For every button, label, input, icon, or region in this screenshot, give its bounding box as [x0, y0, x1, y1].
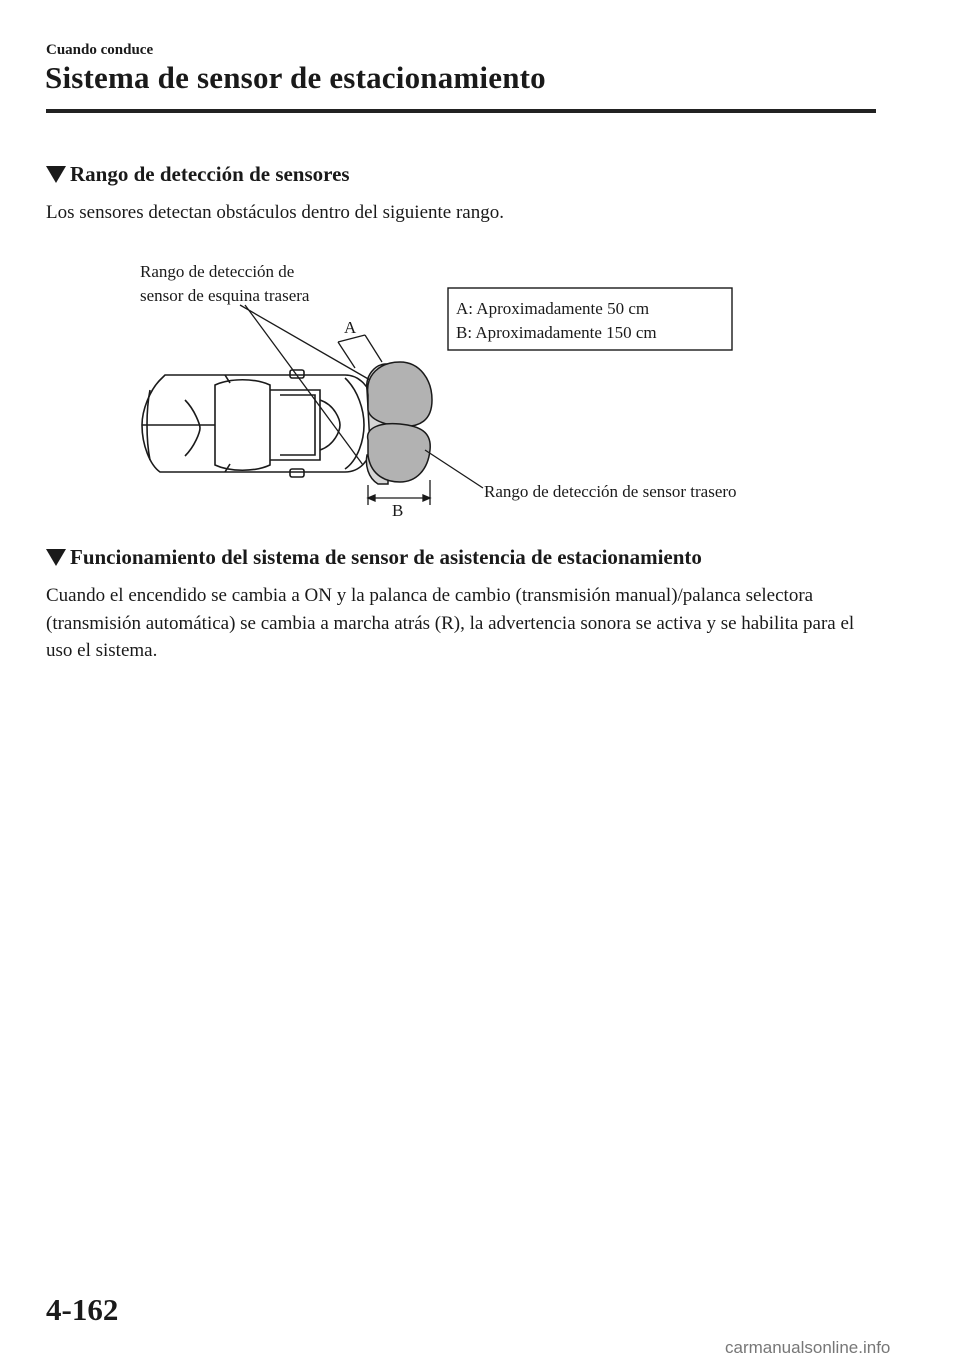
section-heading-detection-range [46, 162, 350, 187]
section-label: Cuando conduce [46, 42, 154, 58]
sensor-range-diagram [120, 250, 800, 530]
page-title: Sistema de sensor de estacionamiento [45, 60, 546, 95]
dimension-marker-a: A [344, 318, 357, 337]
section-body-text: Los sensores detectan obstáculos dentro del siguiente rango. [46, 202, 504, 223]
section-heading-system-operation [46, 545, 702, 570]
triangle-bullet-icon [46, 549, 66, 566]
section-heading-text: Rango de detección de sensores [70, 162, 350, 186]
section-body-text: Cuando el encendido se cambia a ON y la palanca de cambio (transmisión manual)/palanca selectora (transmisión automática) se cambia a marcha atrás (R), la advertencia sonora se activa y se habilita para el uso el sistema. [46, 585, 855, 661]
legend-a-text: A: Aproximadamente 50 cm [456, 299, 650, 318]
corner-sensor-label-line1: Rango de detección de [140, 262, 295, 281]
legend-b-text: B: Aproximadamente 150 cm [456, 323, 657, 342]
page-number: 4-162 [46, 1292, 119, 1327]
section-heading-text: Funcionamiento del sistema de sensor de asistencia de estacionamiento [70, 545, 702, 569]
corner-sensor-label-line2: sensor de esquina trasera [140, 286, 310, 305]
rear-sensor-zones [366, 362, 432, 484]
triangle-bullet-icon [46, 166, 66, 183]
title-divider [46, 109, 876, 113]
rear-sensor-label: Rango de detección de sensor trasero [484, 482, 737, 501]
dimension-marker-b: B [392, 501, 404, 520]
car-top-view-icon [142, 370, 374, 477]
footer-watermark: carmanualsonline.info [725, 1338, 891, 1357]
